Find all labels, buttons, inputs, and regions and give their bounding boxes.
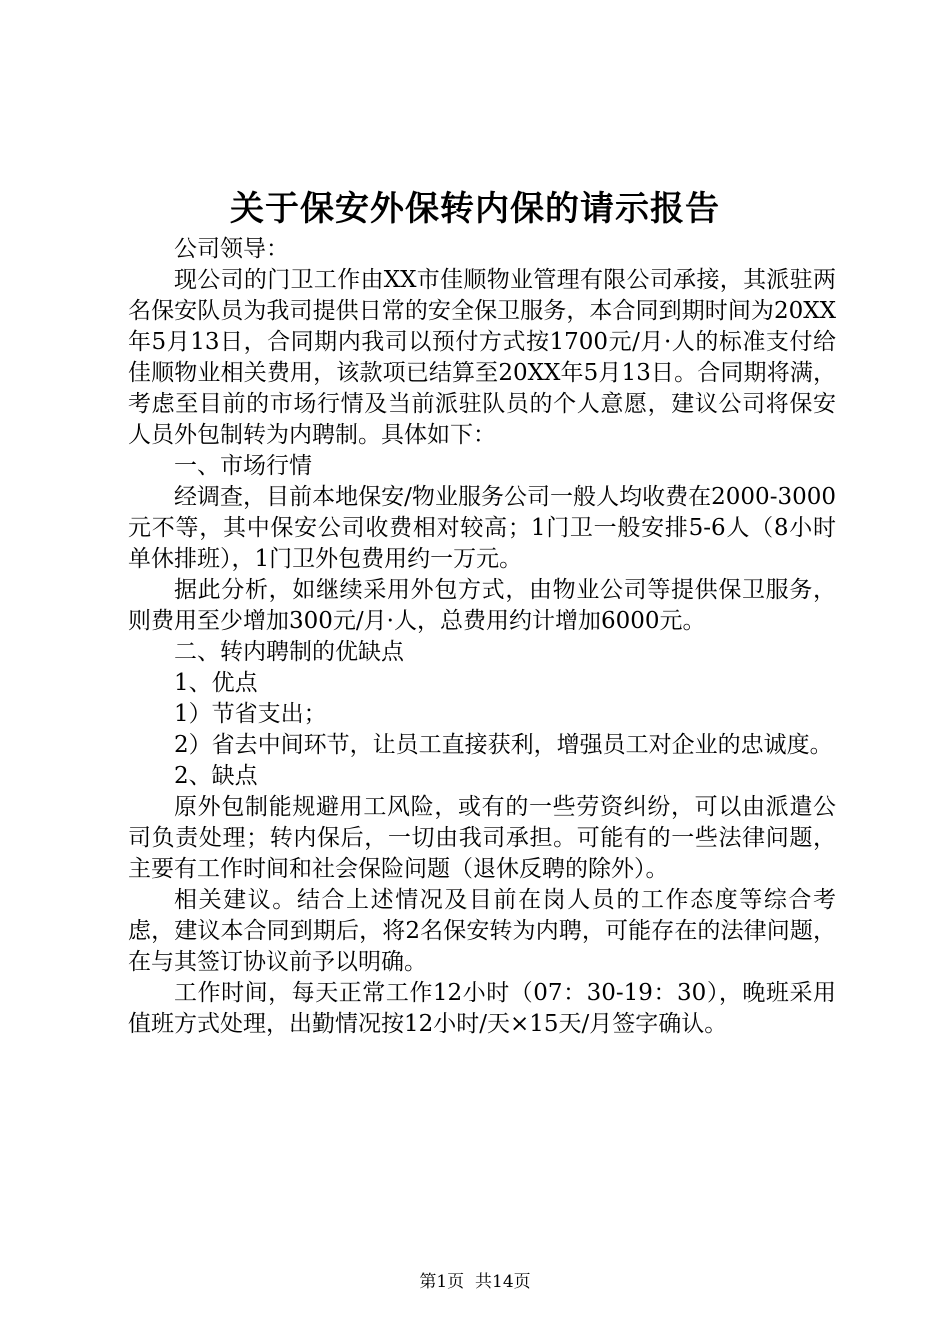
- salutation: 公司领导：: [174, 236, 289, 262]
- subheading-pros: 1、优点: [174, 670, 258, 696]
- paragraph-suggestion: 相关建议。结合上述情况及目前在岗人员的工作态度等综合考虑，建议本合同到期后，将2名保安转为内聘，可能存在的法律问题，在与其签订协议前予以明确。: [128, 887, 836, 975]
- heading-pros-cons: 二、转内聘制的优缺点: [174, 639, 404, 665]
- paragraph-market-survey: 经调查，目前本地保安/物业服务公司一般人均收费在2000-3000元不等，其中保安公司收费相对较高；1门卫一般安排5-6人（8小时单休排班），1门卫外包费用约一万元。: [128, 484, 836, 572]
- list-item-pro-2: 2）省去中间环节，让员工直接获利，增强员工对企业的忠诚度。: [174, 732, 833, 758]
- paragraph-intro: 现公司的门卫工作由XX市佳顺物业管理有限公司承接，其派驻两名保安队员为我司提供日常的安全保卫服务，本合同到期时间为20XX年5月13日，合同期内我司以预付方式按1700元/月·人的标准支付给佳顺物业相关费用，该款项已结算至20XX年5月13日。合同期将满，考虑至目前的市场行情及当前派驻队员的个人意愿，建议公司将保安人员外包制转为内聘制。具体如下：: [128, 267, 836, 448]
- page-total: 共14页: [475, 1272, 531, 1292]
- document-body: [128, 234, 836, 1040]
- paragraph-cons: 原外包制能规避用工风险，或有的一些劳资纠纷，可以由派遣公司负责处理；转内保后，一切由我司承担。可能有的一些法律问题，主要有工作时间和社会保险问题（退休反聘的除外）。: [128, 794, 836, 882]
- page-number: 第1页: [419, 1272, 465, 1292]
- subheading-cons: 2、缺点: [174, 763, 258, 789]
- paragraph-analysis: 据此分析，如继续采用外包方式，由物业公司等提供保卫服务，则费用至少增加300元/月·人，总费用约计增加6000元。: [128, 577, 836, 634]
- document-title: 关于保安外保转内保的请示报告: [230, 189, 720, 229]
- paragraph-work-hours: 工作时间，每天正常工作12小时（07：30-19：30），晚班采用值班方式处理，出勤情况按12小时/天×15天/月签字确认。: [128, 980, 836, 1037]
- page-footer: [0, 1270, 950, 1294]
- list-item-pro-1: 1）节省支出；: [174, 701, 327, 727]
- heading-market: 一、市场行情: [174, 453, 312, 479]
